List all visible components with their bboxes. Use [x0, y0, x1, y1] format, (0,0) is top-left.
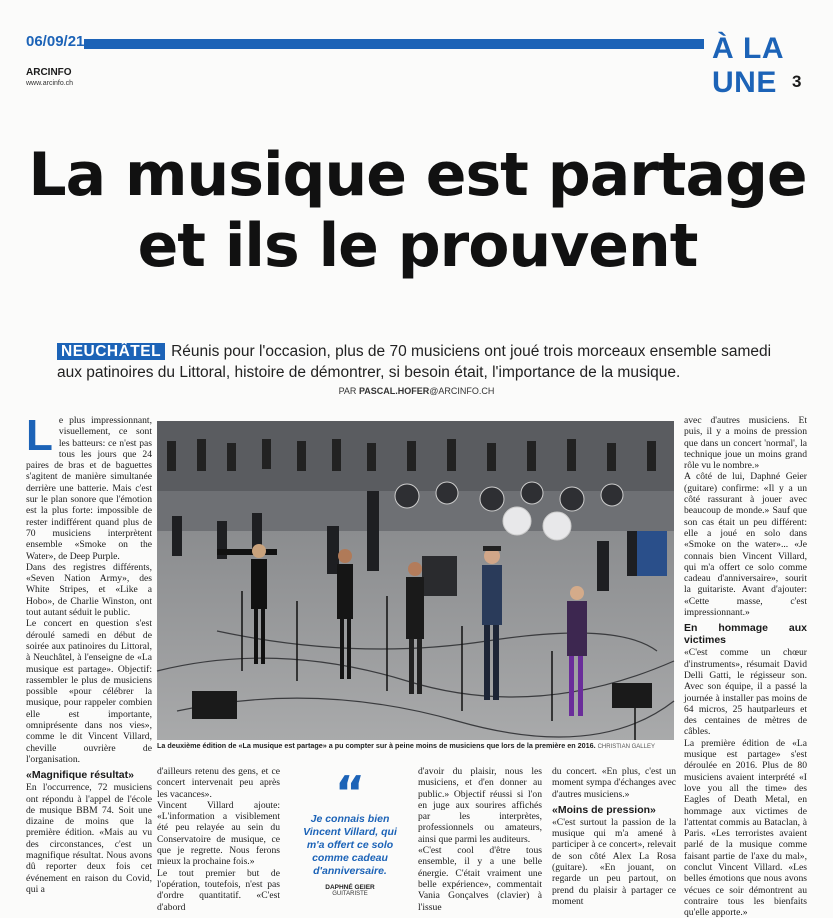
paragraph: e plus impressionnant, visuellement, ce sont les batteurs: ce n'est pas tous les jours que 24 paires de bras et de baguettes s'agitent de manière simultanée derrière une batterie. Mais c'est sur le plan sonore que l'émotion est la plus forte: impossible de rester indifférent quand plus de 70 musiciens interprètent ensemble «Smoke on the Water», de Deep Purple.: [26, 415, 152, 562]
drop-cap: L: [26, 411, 53, 460]
paragraph: Vincent Villard ajoute: «L'information a visiblement été peu relayée au sein du Conservatoire de musique, ce que je regrette. Nous ferons mieux la prochaine fois.»: [157, 799, 280, 868]
location-tag: NEUCHÂTEL: [57, 343, 165, 360]
byline-author: PASCAL.HOFER: [358, 386, 430, 396]
photo-caption: [157, 741, 674, 752]
header-rule: [84, 39, 704, 49]
paragraph: d'ailleurs retenu des gens, et ce concert intervenait peu après les vacances».: [157, 766, 280, 800]
publication-brand: ARCINFO: [26, 67, 72, 78]
quote-role: GUITARISTE: [332, 891, 368, 897]
paragraph: «C'est surtout la passion de la musique qui m'a amené à participer à ce concert», relevait de son côté Alex La Rosa (guitare). «En jouant, on regarde un peu partout, on prend du plaisir à partager ce moment: [552, 816, 676, 907]
caption-text: La deuxième édition de «La musique est partage» a pu compter sur à peine moins de musiciens que lors de la première en 2016.: [157, 741, 596, 750]
paragraph: Le concert en question s'est déroulé samedi en début de soirée aux patinoires du Littoral, à Neuchâtel, à l'enseigne de «La musique est partage». Objectif: rassembler le plus de musiciens possible «pour célébrer la musique, pour rappeler combien elle est importante, omniprésente dans nos vies», comme le dit Vincent Villard, cheville ouvrière de l'organisation.: [26, 618, 152, 765]
lede-text: Réunis pour l'occasion, plus de 70 musiciens ont joué trois morceaux ensemble samedi aux patinoires du Littoral, histoire de démontrer, si besoin était, l'importance de la musique.: [57, 343, 772, 381]
paragraph: «C'est cool d'être tous ensemble, il y a une belle énergie. C'était vraiment une belle expérience», commentait Vania Gonçalves (clavier) à l'issue: [418, 845, 542, 913]
byline: [0, 386, 833, 396]
headline-line-2: et ils le prouvent: [137, 211, 698, 281]
paragraph: En l'occurrence, 72 musiciens ont répondu à l'appel de l'école de musique BBM 74. Soit une dizaine de moins que la première édition. «Mais au vu des circonstances, c'est un magnifique résultat. Nous avons dû reporter deux fois cet événement en raison du Covid, qui a: [26, 782, 152, 895]
concert-photo: [157, 421, 674, 740]
quote-mark-icon: “: [334, 766, 366, 820]
subheading: En hommage aux victimes: [684, 622, 807, 647]
subheading: «Magnifique résultat»: [26, 769, 134, 782]
byline-prefix: PAR: [338, 386, 357, 396]
article-lede: [57, 341, 777, 383]
page-number: 3: [792, 72, 802, 91]
quote-author: DAPHNÉ GEIER: [325, 884, 375, 891]
article-column-3: [418, 766, 542, 913]
paragraph: A côté de lui, Daphné Geier (guitare) confirme: «Il y a un côté rassurant à jouer avec beaucoup de monde.» Sauf que son cas était un peu différent: elle a joué en solo dans «Smoke on the water»... «Je connais bien Vincent Villard, qui m'a offert ce solo comme cadeau d'anniversaire», sourit la guitariste. Avant d'ajouter: «Cette masse, c'est impressionnant.»: [684, 471, 807, 619]
article-column-1: [26, 411, 152, 895]
subheading: «Moins de pression»: [552, 803, 656, 816]
article-column-5: [684, 415, 807, 918]
paragraph: La première édition de «La musique est partage» s'est déroulée en 2016. Plus de 80 musiciens avaient interprété «I love you all the time» des Eagles of Death Metal, en hommage aux victimes de l'attentat commis au Bataclan, à Paris. «Les terroristes avaient parlé de la musique comme faisant partie de l'axe du mal», conclut Vincent Villard. «Les belles émotions que nous avons vécues ce soir démontrent au contraire tous les bienfaits qu'elle apporte.»: [684, 737, 807, 918]
headline-line-1: La musique est partage: [28, 140, 807, 210]
pull-quote: [300, 766, 400, 897]
byline-domain: @ARCINFO.CH: [429, 386, 495, 396]
section-rubric: À LA UNE: [712, 32, 783, 99]
paragraph: avec d'autres musiciens. Et puis, il y a moins de pression que dans un concert 'normal', la technique joue un moins grand rôle vu le nombre.»: [684, 415, 807, 472]
paragraph: «C'est comme un chœur d'instruments», résumait David Delli Gatti, le régisseur son. Avec son équipe, il a passé la journée à installer pas moins de 64 micros, 25 hautparleurs et des centaines de mètres de câbles.: [684, 647, 807, 738]
issue-date: 06/09/21: [26, 33, 85, 50]
article-column-2: [157, 766, 280, 913]
paragraph: Le tout premier but de l'opération, toutefois, n'est pas d'ordre quantitatif. «C'est d'abord: [157, 867, 280, 913]
publication-url: www.arcinfo.ch: [26, 80, 74, 87]
paragraph: du concert. «En plus, c'est un moment sympa d'échanges avec d'autres musiciens.»: [552, 766, 676, 800]
article-headline: [20, 140, 815, 282]
photo-credit: CHRISTIAN GALLEY: [597, 744, 655, 750]
concert-photo-illustration: [157, 421, 674, 740]
quote-text: Je connais bien Vincent Villard, qui m'a offert ce solo comme cadeau d'anniversaire.: [303, 813, 397, 877]
paragraph: Dans des registres différents, «Seven Nation Army», des White Stripes, et «Like a Hobo», de Charlie Winston, ont tout autant séduit le public.: [26, 561, 152, 619]
paragraph: d'avoir du plaisir, nous les musiciens, et d'en donner au public.» Objectif réussi si l'on en juge aux sourires affichés par les interprètes, professionnels ou amateurs, ainsi que parmi les auditeurs.: [418, 766, 542, 845]
article-column-4: [552, 766, 676, 907]
